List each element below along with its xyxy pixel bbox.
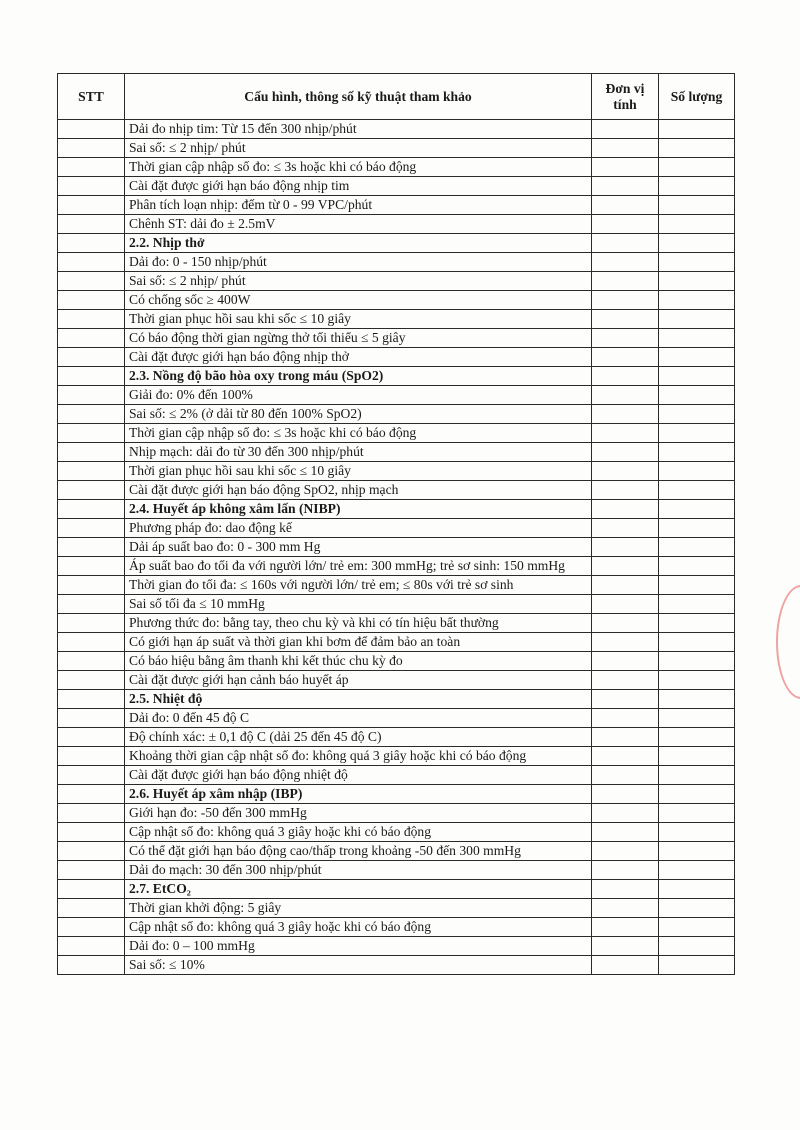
qty-cell (659, 766, 735, 785)
stt-cell (58, 690, 125, 709)
table-row (58, 481, 735, 500)
spec-cell: Thời gian phục hồi sau khi sốc ≤ 10 giây (125, 462, 592, 481)
header-row (58, 74, 735, 120)
unit-cell (592, 177, 659, 196)
stt-cell (58, 310, 125, 329)
table-row (58, 386, 735, 405)
stt-cell (58, 291, 125, 310)
table-row (58, 595, 735, 614)
stt-cell (58, 348, 125, 367)
table-row (58, 956, 735, 975)
unit-cell (592, 804, 659, 823)
stt-cell (58, 386, 125, 405)
qty-cell (659, 633, 735, 652)
table-row (58, 348, 735, 367)
unit-cell (592, 234, 659, 253)
unit-cell (592, 158, 659, 177)
unit-cell (592, 272, 659, 291)
unit-cell (592, 424, 659, 443)
spec-cell: Khoảng thời gian cập nhật số đo: không quá 3 giây hoặc khi có báo động (125, 747, 592, 766)
unit-cell (592, 405, 659, 424)
qty-cell (659, 918, 735, 937)
qty-cell (659, 196, 735, 215)
qty-cell (659, 424, 735, 443)
qty-cell (659, 823, 735, 842)
spec-cell: Cập nhật số đo: không quá 3 giây hoặc khi có báo động (125, 823, 592, 842)
section-row (58, 785, 735, 804)
qty-cell (659, 120, 735, 139)
stt-cell (58, 158, 125, 177)
unit-cell (592, 899, 659, 918)
stt-cell (58, 671, 125, 690)
table-row (58, 272, 735, 291)
unit-cell (592, 462, 659, 481)
stt-cell (58, 785, 125, 804)
table-row (58, 804, 735, 823)
header-stt: STT (58, 74, 125, 120)
unit-cell (592, 120, 659, 139)
unit-cell (592, 443, 659, 462)
stt-cell (58, 956, 125, 975)
table-row (58, 405, 735, 424)
qty-cell (659, 557, 735, 576)
spec-cell: Thời gian cập nhập số đo: ≤ 3s hoặc khi có báo động (125, 158, 592, 177)
qty-cell (659, 519, 735, 538)
table-row (58, 291, 735, 310)
spec-cell: Có chống sốc ≥ 400W (125, 291, 592, 310)
qty-cell (659, 348, 735, 367)
qty-cell (659, 386, 735, 405)
unit-cell (592, 519, 659, 538)
stt-cell (58, 329, 125, 348)
section-row (58, 500, 735, 519)
spec-cell: Sai số: ≤ 2 nhịp/ phút (125, 272, 592, 291)
unit-cell (592, 842, 659, 861)
spec-body (58, 120, 735, 975)
stt-cell (58, 747, 125, 766)
table-row (58, 747, 735, 766)
spec-cell: Độ chính xác: ± 0,1 độ C (dải 25 đến 45 độ C) (125, 728, 592, 747)
stt-cell (58, 557, 125, 576)
table-row (58, 215, 735, 234)
section-row (58, 880, 735, 899)
section-row (58, 690, 735, 709)
table-row (58, 842, 735, 861)
spec-cell: 2.7. EtCO₂ (125, 880, 592, 899)
spec-cell: Sai số: ≤ 2 nhịp/ phút (125, 139, 592, 158)
spec-cell: Có báo động thời gian ngừng thở tối thiểu ≤ 5 giây (125, 329, 592, 348)
table-row (58, 671, 735, 690)
stt-cell (58, 234, 125, 253)
spec-cell: Cài đặt được giới hạn báo động SpO2, nhịp mạch (125, 481, 592, 500)
unit-cell (592, 481, 659, 500)
spec-cell: Phương thức đo: bằng tay, theo chu kỳ và khi có tín hiệu bất thường (125, 614, 592, 633)
qty-cell (659, 747, 735, 766)
unit-cell (592, 253, 659, 272)
spec-cell: Chênh ST: dải đo ± 2.5mV (125, 215, 592, 234)
unit-cell (592, 652, 659, 671)
qty-cell (659, 291, 735, 310)
table-row (58, 652, 735, 671)
unit-cell (592, 861, 659, 880)
table-row (58, 899, 735, 918)
qty-cell (659, 842, 735, 861)
table-row (58, 329, 735, 348)
stt-cell (58, 272, 125, 291)
stt-cell (58, 766, 125, 785)
stt-cell (58, 367, 125, 386)
unit-cell (592, 918, 659, 937)
table-row (58, 158, 735, 177)
qty-cell (659, 671, 735, 690)
table-row (58, 538, 735, 557)
spec-cell: Có thể đặt giới hạn báo động cao/thấp trong khoảng -50 đến 300 mmHg (125, 842, 592, 861)
table-row (58, 139, 735, 158)
qty-cell (659, 234, 735, 253)
qty-cell (659, 880, 735, 899)
spec-cell: Phương pháp đo: dao động kế (125, 519, 592, 538)
unit-cell (592, 310, 659, 329)
qty-cell (659, 272, 735, 291)
unit-cell (592, 633, 659, 652)
table-row (58, 462, 735, 481)
table-row (58, 253, 735, 272)
qty-cell (659, 614, 735, 633)
unit-cell (592, 671, 659, 690)
table-row (58, 633, 735, 652)
table-row (58, 709, 735, 728)
section-row (58, 234, 735, 253)
table-row (58, 424, 735, 443)
spec-cell: Dải đo: 0 - 150 nhịp/phút (125, 253, 592, 272)
stt-cell (58, 519, 125, 538)
qty-cell (659, 956, 735, 975)
stt-cell (58, 481, 125, 500)
stt-cell (58, 918, 125, 937)
spec-cell: Cài đặt được giới hạn báo động nhịp thở (125, 348, 592, 367)
spec-cell: Dải đo: 0 – 100 mmHg (125, 937, 592, 956)
stt-cell (58, 861, 125, 880)
qty-cell (659, 500, 735, 519)
qty-cell (659, 899, 735, 918)
unit-cell (592, 139, 659, 158)
spec-cell: 2.2. Nhịp thở (125, 234, 592, 253)
spec-cell: Cài đặt được giới hạn báo động nhịp tim (125, 177, 592, 196)
qty-cell (659, 443, 735, 462)
table-row (58, 937, 735, 956)
stt-cell (58, 633, 125, 652)
unit-cell (592, 215, 659, 234)
spec-cell: Có giới hạn áp suất và thời gian khi bơm để đảm bảo an toàn (125, 633, 592, 652)
unit-cell (592, 595, 659, 614)
stt-cell (58, 500, 125, 519)
qty-cell (659, 690, 735, 709)
table-row (58, 766, 735, 785)
qty-cell (659, 481, 735, 500)
qty-cell (659, 652, 735, 671)
spec-cell: Sai số: ≤ 2% (ở dải từ 80 đến 100% SpO2) (125, 405, 592, 424)
unit-cell (592, 367, 659, 386)
table-row (58, 120, 735, 139)
stt-cell (58, 880, 125, 899)
stt-cell (58, 215, 125, 234)
unit-cell (592, 785, 659, 804)
spec-table (57, 73, 735, 975)
spec-cell: Phân tích loạn nhịp: đếm từ 0 - 99 VPC/phút (125, 196, 592, 215)
unit-cell (592, 348, 659, 367)
spec-cell: Dải áp suất bao đo: 0 - 300 mm Hg (125, 538, 592, 557)
spec-cell: Thời gian cập nhập số đo: ≤ 3s hoặc khi có báo động (125, 424, 592, 443)
unit-cell (592, 880, 659, 899)
qty-cell (659, 861, 735, 880)
stt-cell (58, 804, 125, 823)
unit-cell (592, 500, 659, 519)
stt-cell (58, 253, 125, 272)
unit-cell (592, 196, 659, 215)
unit-cell (592, 956, 659, 975)
table-row (58, 823, 735, 842)
qty-cell (659, 158, 735, 177)
header-qty: Số lượng (659, 74, 735, 120)
spec-cell: Nhịp mạch: dải đo từ 30 đến 300 nhịp/phút (125, 443, 592, 462)
unit-cell (592, 329, 659, 348)
stt-cell (58, 595, 125, 614)
unit-cell (592, 690, 659, 709)
spec-cell: Cài đặt được giới hạn báo động nhiệt độ (125, 766, 592, 785)
qty-cell (659, 595, 735, 614)
stt-cell (58, 823, 125, 842)
section-row (58, 367, 735, 386)
spec-cell: Dải đo: 0 đến 45 độ C (125, 709, 592, 728)
unit-cell (592, 728, 659, 747)
stt-cell (58, 139, 125, 158)
qty-cell (659, 785, 735, 804)
stt-cell (58, 614, 125, 633)
table-row (58, 177, 735, 196)
spec-cell: 2.4. Huyết áp không xâm lấn (NIBP) (125, 500, 592, 519)
stt-cell (58, 842, 125, 861)
spec-cell: Sai số: ≤ 10% (125, 956, 592, 975)
table-row (58, 519, 735, 538)
unit-cell (592, 747, 659, 766)
table-row (58, 614, 735, 633)
qty-cell (659, 310, 735, 329)
stt-cell (58, 899, 125, 918)
stt-cell (58, 937, 125, 956)
red-stamp-mark (776, 585, 800, 699)
qty-cell (659, 462, 735, 481)
header-unit: Đơn vị tính (592, 74, 659, 120)
unit-cell (592, 614, 659, 633)
qty-cell (659, 804, 735, 823)
spec-cell: Cài đặt được giới hạn cảnh báo huyết áp (125, 671, 592, 690)
spec-cell: Thời gian khởi động: 5 giây (125, 899, 592, 918)
qty-cell (659, 177, 735, 196)
unit-cell (592, 576, 659, 595)
spec-cell: Thời gian phục hồi sau khi sốc ≤ 10 giây (125, 310, 592, 329)
spec-cell: Giải đo: 0% đến 100% (125, 386, 592, 405)
spec-cell: Áp suất bao đo tối đa với người lớn/ trẻ em: 300 mmHg; trẻ sơ sinh: 150 mmHg (125, 557, 592, 576)
qty-cell (659, 215, 735, 234)
unit-cell (592, 291, 659, 310)
qty-cell (659, 728, 735, 747)
table-row (58, 576, 735, 595)
unit-cell (592, 557, 659, 576)
unit-cell (592, 538, 659, 557)
qty-cell (659, 405, 735, 424)
qty-cell (659, 139, 735, 158)
table-row (58, 728, 735, 747)
unit-cell (592, 823, 659, 842)
stt-cell (58, 462, 125, 481)
spec-cell: Dải đo nhịp tim: Từ 15 đến 300 nhịp/phút (125, 120, 592, 139)
spec-cell: Sai số tối đa ≤ 10 mmHg (125, 595, 592, 614)
table-row (58, 443, 735, 462)
unit-cell (592, 386, 659, 405)
stt-cell (58, 196, 125, 215)
unit-cell (592, 766, 659, 785)
stt-cell (58, 652, 125, 671)
table-row (58, 557, 735, 576)
stt-cell (58, 177, 125, 196)
table-row (58, 310, 735, 329)
spec-cell: Cập nhật số đo: không quá 3 giây hoặc khi có báo động (125, 918, 592, 937)
qty-cell (659, 253, 735, 272)
spec-cell: 2.6. Huyết áp xâm nhập (IBP) (125, 785, 592, 804)
stt-cell (58, 443, 125, 462)
unit-cell (592, 937, 659, 956)
spec-cell: Có báo hiệu bằng âm thanh khi kết thúc chu kỳ đo (125, 652, 592, 671)
qty-cell (659, 538, 735, 557)
stt-cell (58, 405, 125, 424)
table-row (58, 918, 735, 937)
stt-cell (58, 709, 125, 728)
unit-cell (592, 709, 659, 728)
spec-cell: Giới hạn đo: -50 đến 300 mmHg (125, 804, 592, 823)
qty-cell (659, 709, 735, 728)
stt-cell (58, 120, 125, 139)
stt-cell (58, 424, 125, 443)
stt-cell (58, 728, 125, 747)
stt-cell (58, 538, 125, 557)
spec-cell: Dải đo mạch: 30 đến 300 nhịp/phút (125, 861, 592, 880)
spec-cell: 2.5. Nhiệt độ (125, 690, 592, 709)
header-spec: Cấu hình, thông số kỹ thuật tham khảo (125, 74, 592, 120)
qty-cell (659, 367, 735, 386)
spec-cell: Thời gian đo tối đa: ≤ 160s với người lớn/ trẻ em; ≤ 80s với trẻ sơ sinh (125, 576, 592, 595)
stt-cell (58, 576, 125, 595)
qty-cell (659, 937, 735, 956)
qty-cell (659, 576, 735, 595)
table-row (58, 861, 735, 880)
table-row (58, 196, 735, 215)
qty-cell (659, 329, 735, 348)
spec-cell: 2.3. Nồng độ bão hòa oxy trong máu (SpO2) (125, 367, 592, 386)
